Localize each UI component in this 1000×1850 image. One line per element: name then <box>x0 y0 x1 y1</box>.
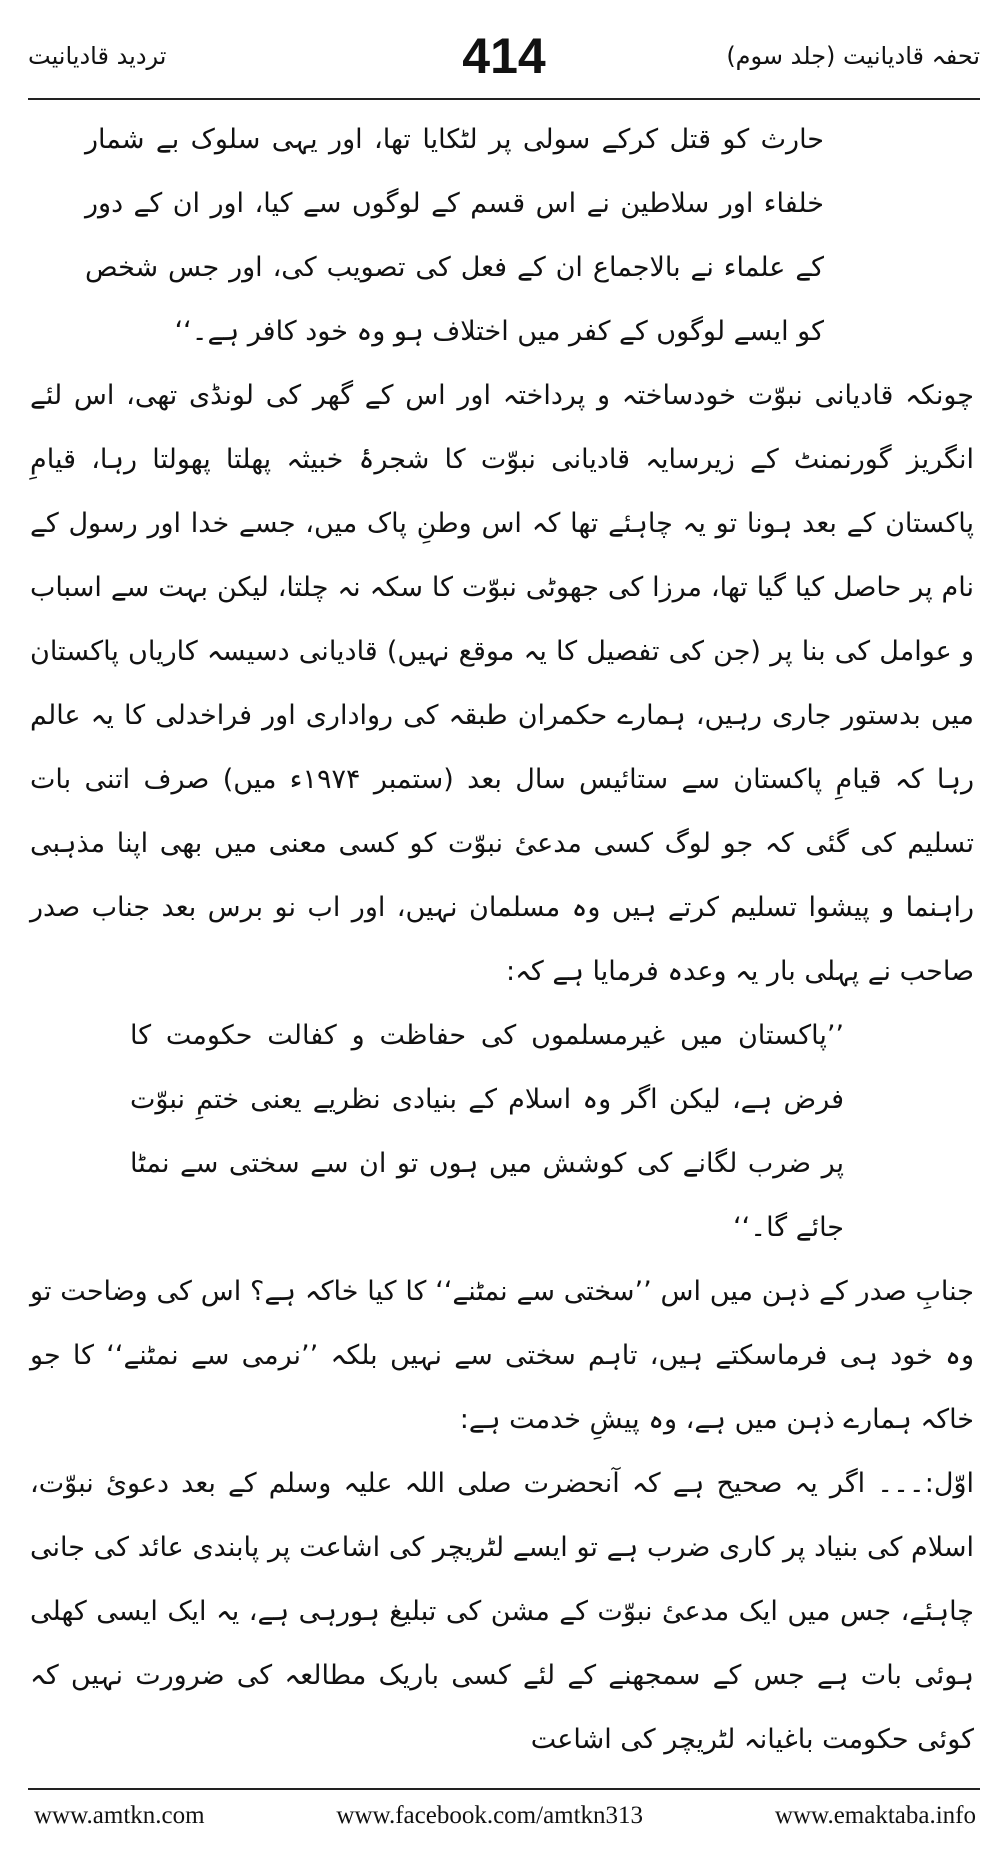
page-number: 414 <box>462 28 546 84</box>
footer-divider <box>28 1788 980 1790</box>
paragraph-3: اوّل:۔۔۔ اگر یہ صحیح ہے کہ آنحضرت صلی اللہ علیہ وسلم کے بعد دعویٔ نبوّت، اسلام کی بنیاد پر کاری ضرب ہے تو ایسے لٹریچر کی اشاعت پر پابندی عائد کی جانی چاہئے، جس میں ایک مدعیٔ نبوّت کے مشن کی تبلیغ ہورہی ہے، یہ ایک ایسی کھلی ہوئی بات ہے جس کے سمجھنے کے لئے کسی باریک مطالعہ کی ضرورت نہیں کہ کوئی حکومت باغیانہ لٹریچر کی اشاعت <box>30 1468 974 1755</box>
quote-block-2: ’’پاکستان میں غیرمسلموں کی حفاظت و کفالت حکومت کا فرض ہے، لیکن اگر وہ اسلام کے بنیادی نظریے یعنی ختمِ نبوّت پر ضرب لگانے کی کوشش میں ہوں تو ان سے سختی سے نمٹا جائے گا۔‘‘ <box>130 1020 844 1243</box>
quote-block-1: حارث کو قتل کرکے سولی پر لٹکایا تھا، اور یہی سلوک بے شمار خلفاء اور سلاطین نے اس قسم کے لوگوں سے کیا، اور ان کے دور کے علماء نے بالاجماع ان کے فعل کی تصویب کی، اور جس شخص کو ایسے لوگوں کے کفر میں اختلاف ہو وہ خود کافر ہے۔‘‘ <box>85 124 824 347</box>
paragraph-2: جنابِ صدر کے ذہن میں اس ’’سختی سے نمٹنے‘‘ کا کیا خاکہ ہے؟ اس کی وضاحت تو وہ خود ہی فرماسکتے ہیں، تاہم سختی سے نہیں بلکہ ’’نرمی سے نمٹنے‘‘ کا جو خاکہ ہمارے ذہن میں ہے، وہ پیشِ خدمت ہے: <box>30 1276 974 1435</box>
page-body <box>30 108 974 1772</box>
book-title: تحفہ قادیانیت (جلد سوم) <box>726 42 980 70</box>
footer-link-facebook[interactable]: www.facebook.com/amtkn313 <box>336 1802 644 1829</box>
header-divider <box>28 98 980 100</box>
footer-link-emaktaba[interactable]: www.emaktaba.info <box>774 1802 976 1829</box>
section-title: تردید قادیانیت <box>28 42 167 70</box>
page-footer <box>34 1796 976 1836</box>
paragraph-1: چونکہ قادیانی نبوّت خودساختہ و پرداختہ اور اس کے گھر کی لونڈی تھی، اس لئے انگریز گورنمنٹ کے زیرسایہ قادیانی نبوّت کا شجرۂ خبیثہ پھلتا پھولتا رہا، قیامِ پاکستان کے بعد ہونا تو یہ چاہئے تھا کہ اس وطنِ پاک میں، جسے خدا اور رسول کے نام پر حاصل کیا گیا تھا، مرزا کی جھوٹی نبوّت کا سکہ نہ چلتا، لیکن بہت سے اسباب و عوامل کی بنا پر (جن کی تفصیل کا یہ موقع نہیں) قادیانی دسیسہ کاریاں پاکستان میں بدستور جاری رہیں، ہمارے حکمران طبقہ کی رواداری اور فراخدلی کا یہ عالم رہا کہ قیامِ پاکستان سے ستائیس سال بعد (ستمبر ۱۹۷۴ء میں) صرف اتنی بات تسلیم کی گئی کہ جو لوگ کسی مدعیٔ نبوّت کو کسی معنی میں بھی اپنا مذہبی راہنما و پیشوا تسلیم کرتے ہیں وہ مسلمان نہیں، اور اب نو برس بعد جناب صدر صاحب نے پہلی بار یہ وعدہ فرمایا ہے کہ: <box>30 380 974 987</box>
page-header <box>28 24 980 94</box>
footer-link-amtkn[interactable]: www.amtkn.com <box>34 1802 205 1829</box>
